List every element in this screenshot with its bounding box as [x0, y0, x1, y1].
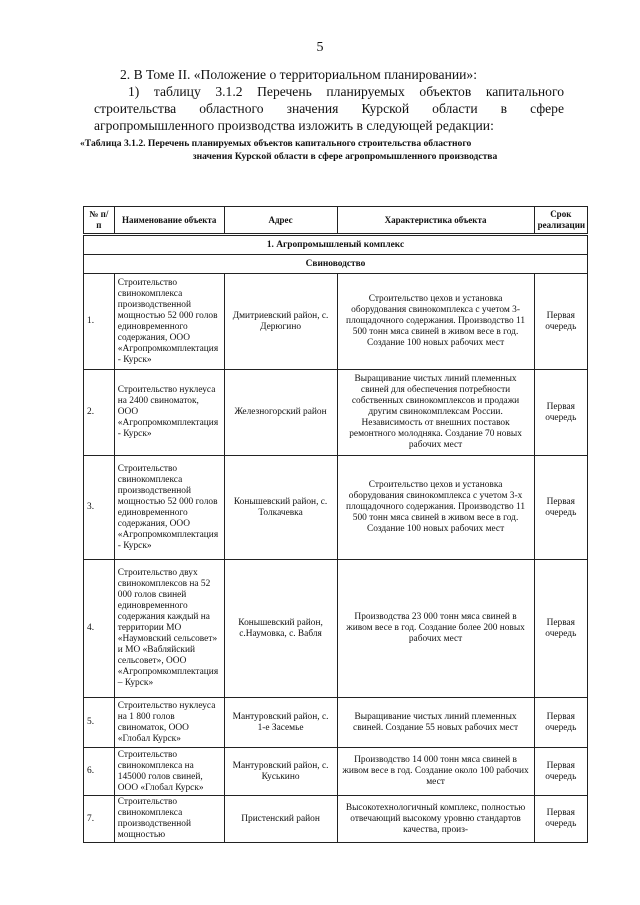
- table-row: [84, 796, 588, 843]
- row-characteristic: Выращивание чистых линий племенных свиней. Создание 55 новых рабочих мест: [337, 698, 534, 748]
- row-characteristic: Строительство цехов и установка оборудования свинокомплекса с учетом 3-х площадочного содержания. Производство 11 500 тонн мяса свиней в живом весе в год. Создание 100 новых рабочих мест: [337, 456, 534, 560]
- row-address: Железногорский район: [224, 370, 337, 456]
- row-name: Строительство свинокомплекса производственной мощностью 52 000 голов единовременного содержания, ООО «Агропромкомплектация - Курск»: [114, 456, 224, 560]
- row-name: Строительство двух свинокомплексов на 52 000 голов свиней единовременного содержания каждый на территории МО «Наумовский сельсовет» и МО «Вабляйский сельсовет», ООО «Агропромкомплектация – Курск»: [114, 560, 224, 698]
- row-term: Первая очередь: [534, 698, 587, 748]
- row-term: Первая очередь: [534, 796, 587, 843]
- row-name: Строительство свинокомплекса производственной мощностью: [114, 796, 224, 843]
- row-address: Мантуровский район, с. 1-е Засемье: [224, 698, 337, 748]
- row-address: Мантуровский район, с. Куськино: [224, 748, 337, 796]
- row-characteristic: Строительство цехов и установка оборудования свинокомплекса с учетом 3-площадочного содержания. Производство 11 500 тонн мяса свиней в живом весе в год. Создание 100 новых рабочих мест: [337, 274, 534, 370]
- section-row-2: [84, 255, 588, 274]
- row-num: 6.: [84, 748, 115, 796]
- page-number: 5: [316, 40, 324, 55]
- intro-line-1: 2. В Томе II. «Положение о территориальном планировании»:: [120, 67, 477, 82]
- row-characteristic: Выращивание чистых линий племенных свиней для обеспечения потребности собственных свинокомплексов и продажи другим свинокомплексам России. Независимость от внешних поставок ремонтного молодняка. Создание 70 новых рабочих мест: [337, 370, 534, 456]
- row-num: 7.: [84, 796, 115, 843]
- table-caption-line-1: «Таблица 3.1.2. Перечень планируемых объектов капитального строительства областного: [80, 138, 472, 149]
- table-row: [84, 370, 588, 456]
- section-row-1: [84, 235, 588, 255]
- row-address: Дмитриевский район, с. Дерюгино: [224, 274, 337, 370]
- row-name: Строительство свинокомплекса производственной мощностью 52 000 голов единовременного содержания, ООО «Агропромкомплектация - Курск»: [114, 274, 224, 370]
- row-address: Конышевский район, с. Толкачевка: [224, 456, 337, 560]
- row-term: Первая очередь: [534, 456, 587, 560]
- table-caption-line-2: значения Курской области в сфере агропромышленного производства: [192, 151, 498, 162]
- row-term: Первая очередь: [534, 560, 587, 698]
- table-row: [84, 560, 588, 698]
- row-term: Первая очередь: [534, 370, 587, 456]
- table-row: [84, 274, 588, 370]
- table-row: [84, 456, 588, 560]
- header-address: Адрес: [224, 207, 337, 235]
- table-row: [84, 748, 588, 796]
- table-row: [84, 698, 588, 748]
- row-address: Пристенский район: [224, 796, 337, 843]
- row-characteristic: Производство 14 000 тонн мяса свиней в живом весе в год. Создание около 100 рабочих мест: [337, 748, 534, 796]
- row-num: 4.: [84, 560, 115, 698]
- header-num: № п/п: [84, 207, 115, 235]
- header-characteristic: Характеристика объекта: [337, 207, 534, 235]
- row-num: 1.: [84, 274, 115, 370]
- intro-text: [94, 66, 564, 134]
- table-caption: [80, 137, 580, 163]
- header-name: Наименование объекта: [114, 207, 224, 235]
- section-agro: 1. Агропромышленый комплекс: [84, 235, 588, 255]
- intro-line-2: 1) таблицу 3.1.2 Перечень планируемых объектов капитального строительства областного значения Курской области в сфере агропромышленного производства изложить в следующей редакции:: [94, 84, 564, 133]
- row-address: Конышевский район, с.Наумовка, с. Вабля: [224, 560, 337, 698]
- row-name: Строительство нуклеуса на 1 800 голов свиноматок, ООО «Глобал Курск»: [114, 698, 224, 748]
- objects-table: [83, 206, 588, 843]
- section-pig-farming: Свиноводство: [84, 255, 588, 274]
- row-name: Строительство нуклеуса на 2400 свиноматок, ООО «Агропромкомплектация - Курск»: [114, 370, 224, 456]
- row-num: 5.: [84, 698, 115, 748]
- row-num: 3.: [84, 456, 115, 560]
- row-characteristic: Производства 23 000 тонн мяса свиней в живом весе в год. Создание более 200 новых рабочих мест: [337, 560, 534, 698]
- row-characteristic: Высокотехнологичный комплекс, полностью отвечающий высокому уровню стандартов качества, произ-: [337, 796, 534, 843]
- header-term: Срок реализации: [534, 207, 587, 235]
- row-term: Первая очередь: [534, 748, 587, 796]
- table-header-row: [84, 207, 588, 235]
- row-name: Строительство свинокомплекса на 145000 голов свиней, ООО «Глобал Курск»: [114, 748, 224, 796]
- row-term: Первая очередь: [534, 274, 587, 370]
- row-num: 2.: [84, 370, 115, 456]
